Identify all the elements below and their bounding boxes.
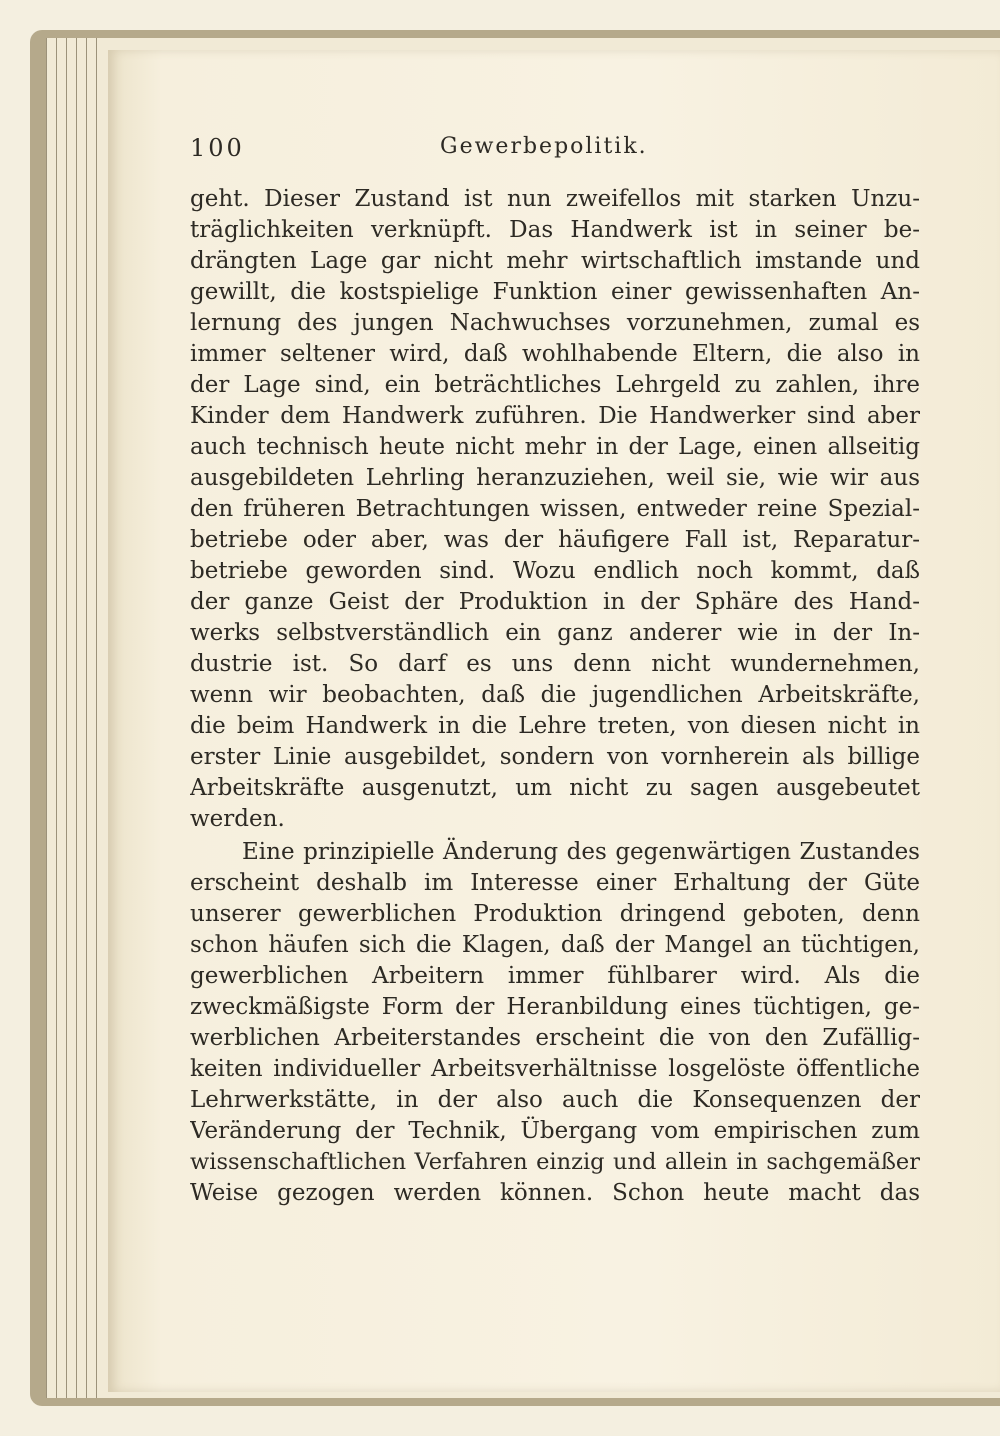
text-line: träglichkeiten verknüpft. Das Handwerk ist in seiner be- bbox=[190, 217, 920, 243]
paragraph-2 bbox=[190, 837, 920, 1209]
text-line: immer seltener wird, daß wohlhabende Eltern, die also in bbox=[190, 341, 920, 367]
text-line: den früheren Betrachtungen wissen, entweder reine Spezial- bbox=[190, 496, 920, 522]
text-line: werblichen Arbeiterstandes erscheint die von den Zufällig- bbox=[190, 1025, 920, 1051]
text-line: der Lage sind, ein beträchtliches Lehrgeld zu zahlen, ihre bbox=[190, 372, 920, 398]
text-line: betriebe oder aber, was der häufigere Fall ist, Reparatur- bbox=[190, 527, 920, 553]
text-line: auch technisch heute nicht mehr in der Lage, einen allseitig bbox=[190, 434, 920, 460]
text-line: die beim Handwerk in die Lehre treten, von diesen nicht in bbox=[190, 713, 920, 739]
text-line: schon häufen sich die Klagen, daß der Mangel an tüchtigen, bbox=[190, 932, 920, 958]
text-line: Arbeitskräfte ausgenutzt, um nicht zu sagen ausgebeutet bbox=[190, 775, 920, 801]
text-line: Weise gezogen werden können. Schon heute macht das bbox=[190, 1180, 920, 1206]
text-line: zweckmäßigste Form der Heranbildung eines tüchtigen, ge- bbox=[190, 994, 920, 1020]
page-header bbox=[190, 134, 920, 168]
text-line: keiten individueller Arbeitsverhältnisse losgelöste öffentliche bbox=[190, 1056, 920, 1082]
running-title: Gewerbepolitik. bbox=[440, 134, 648, 159]
text-line: gewillt, die kostspielige Funktion einer gewissenhaften An- bbox=[190, 279, 920, 305]
paragraph-1 bbox=[190, 184, 920, 835]
text-line: Veränderung der Technik, Übergang vom empirischen zum bbox=[190, 1118, 920, 1144]
text-line: wissenschaftlichen Verfahren einzig und allein in sachgemäßer bbox=[190, 1149, 920, 1175]
text-line: lernung des jungen Nachwuchses vorzunehmen, zumal es bbox=[190, 310, 920, 336]
text-line: wenn wir beobachten, daß die jugendlichen Arbeitskräfte, bbox=[190, 682, 920, 708]
page-number: 100 bbox=[190, 134, 245, 162]
text-line: betriebe geworden sind. Wozu endlich noch kommt, daß bbox=[190, 558, 920, 584]
text-line: Kinder dem Handwerk zuführen. Die Handwerker sind aber bbox=[190, 403, 920, 429]
text-line: werden. bbox=[190, 806, 285, 832]
text-line: geht. Dieser Zustand ist nun zweifellos mit starken Unzu- bbox=[190, 186, 920, 212]
text-line: drängten Lage gar nicht mehr wirtschaftlich imstande und bbox=[190, 248, 920, 274]
text-line: werks selbstverständlich ein ganz anderer wie in der In- bbox=[190, 620, 920, 646]
text-line: der ganze Geist der Produktion in der Sphäre des Hand- bbox=[190, 589, 920, 615]
body-text bbox=[190, 184, 920, 1209]
text-line: unserer gewerblichen Produktion dringend geboten, denn bbox=[190, 901, 920, 927]
text-line: ausgebildeten Lehrling heranzuziehen, weil sie, wie wir aus bbox=[190, 465, 920, 491]
text-line: Lehrwerkstätte, in der also auch die Konsequenzen der bbox=[190, 1087, 920, 1113]
text-line: erscheint deshalb im Interesse einer Erhaltung der Güte bbox=[190, 870, 920, 896]
text-line: gewerblichen Arbeitern immer fühlbarer wird. Als die bbox=[190, 963, 920, 989]
text-line: dustrie ist. So darf es uns denn nicht wundernehmen, bbox=[190, 651, 920, 677]
text-line: Eine prinzipielle Änderung des gegenwärtigen Zustandes bbox=[242, 839, 920, 865]
text-line: erster Linie ausgebildet, sondern von vornherein als billige bbox=[190, 744, 920, 770]
